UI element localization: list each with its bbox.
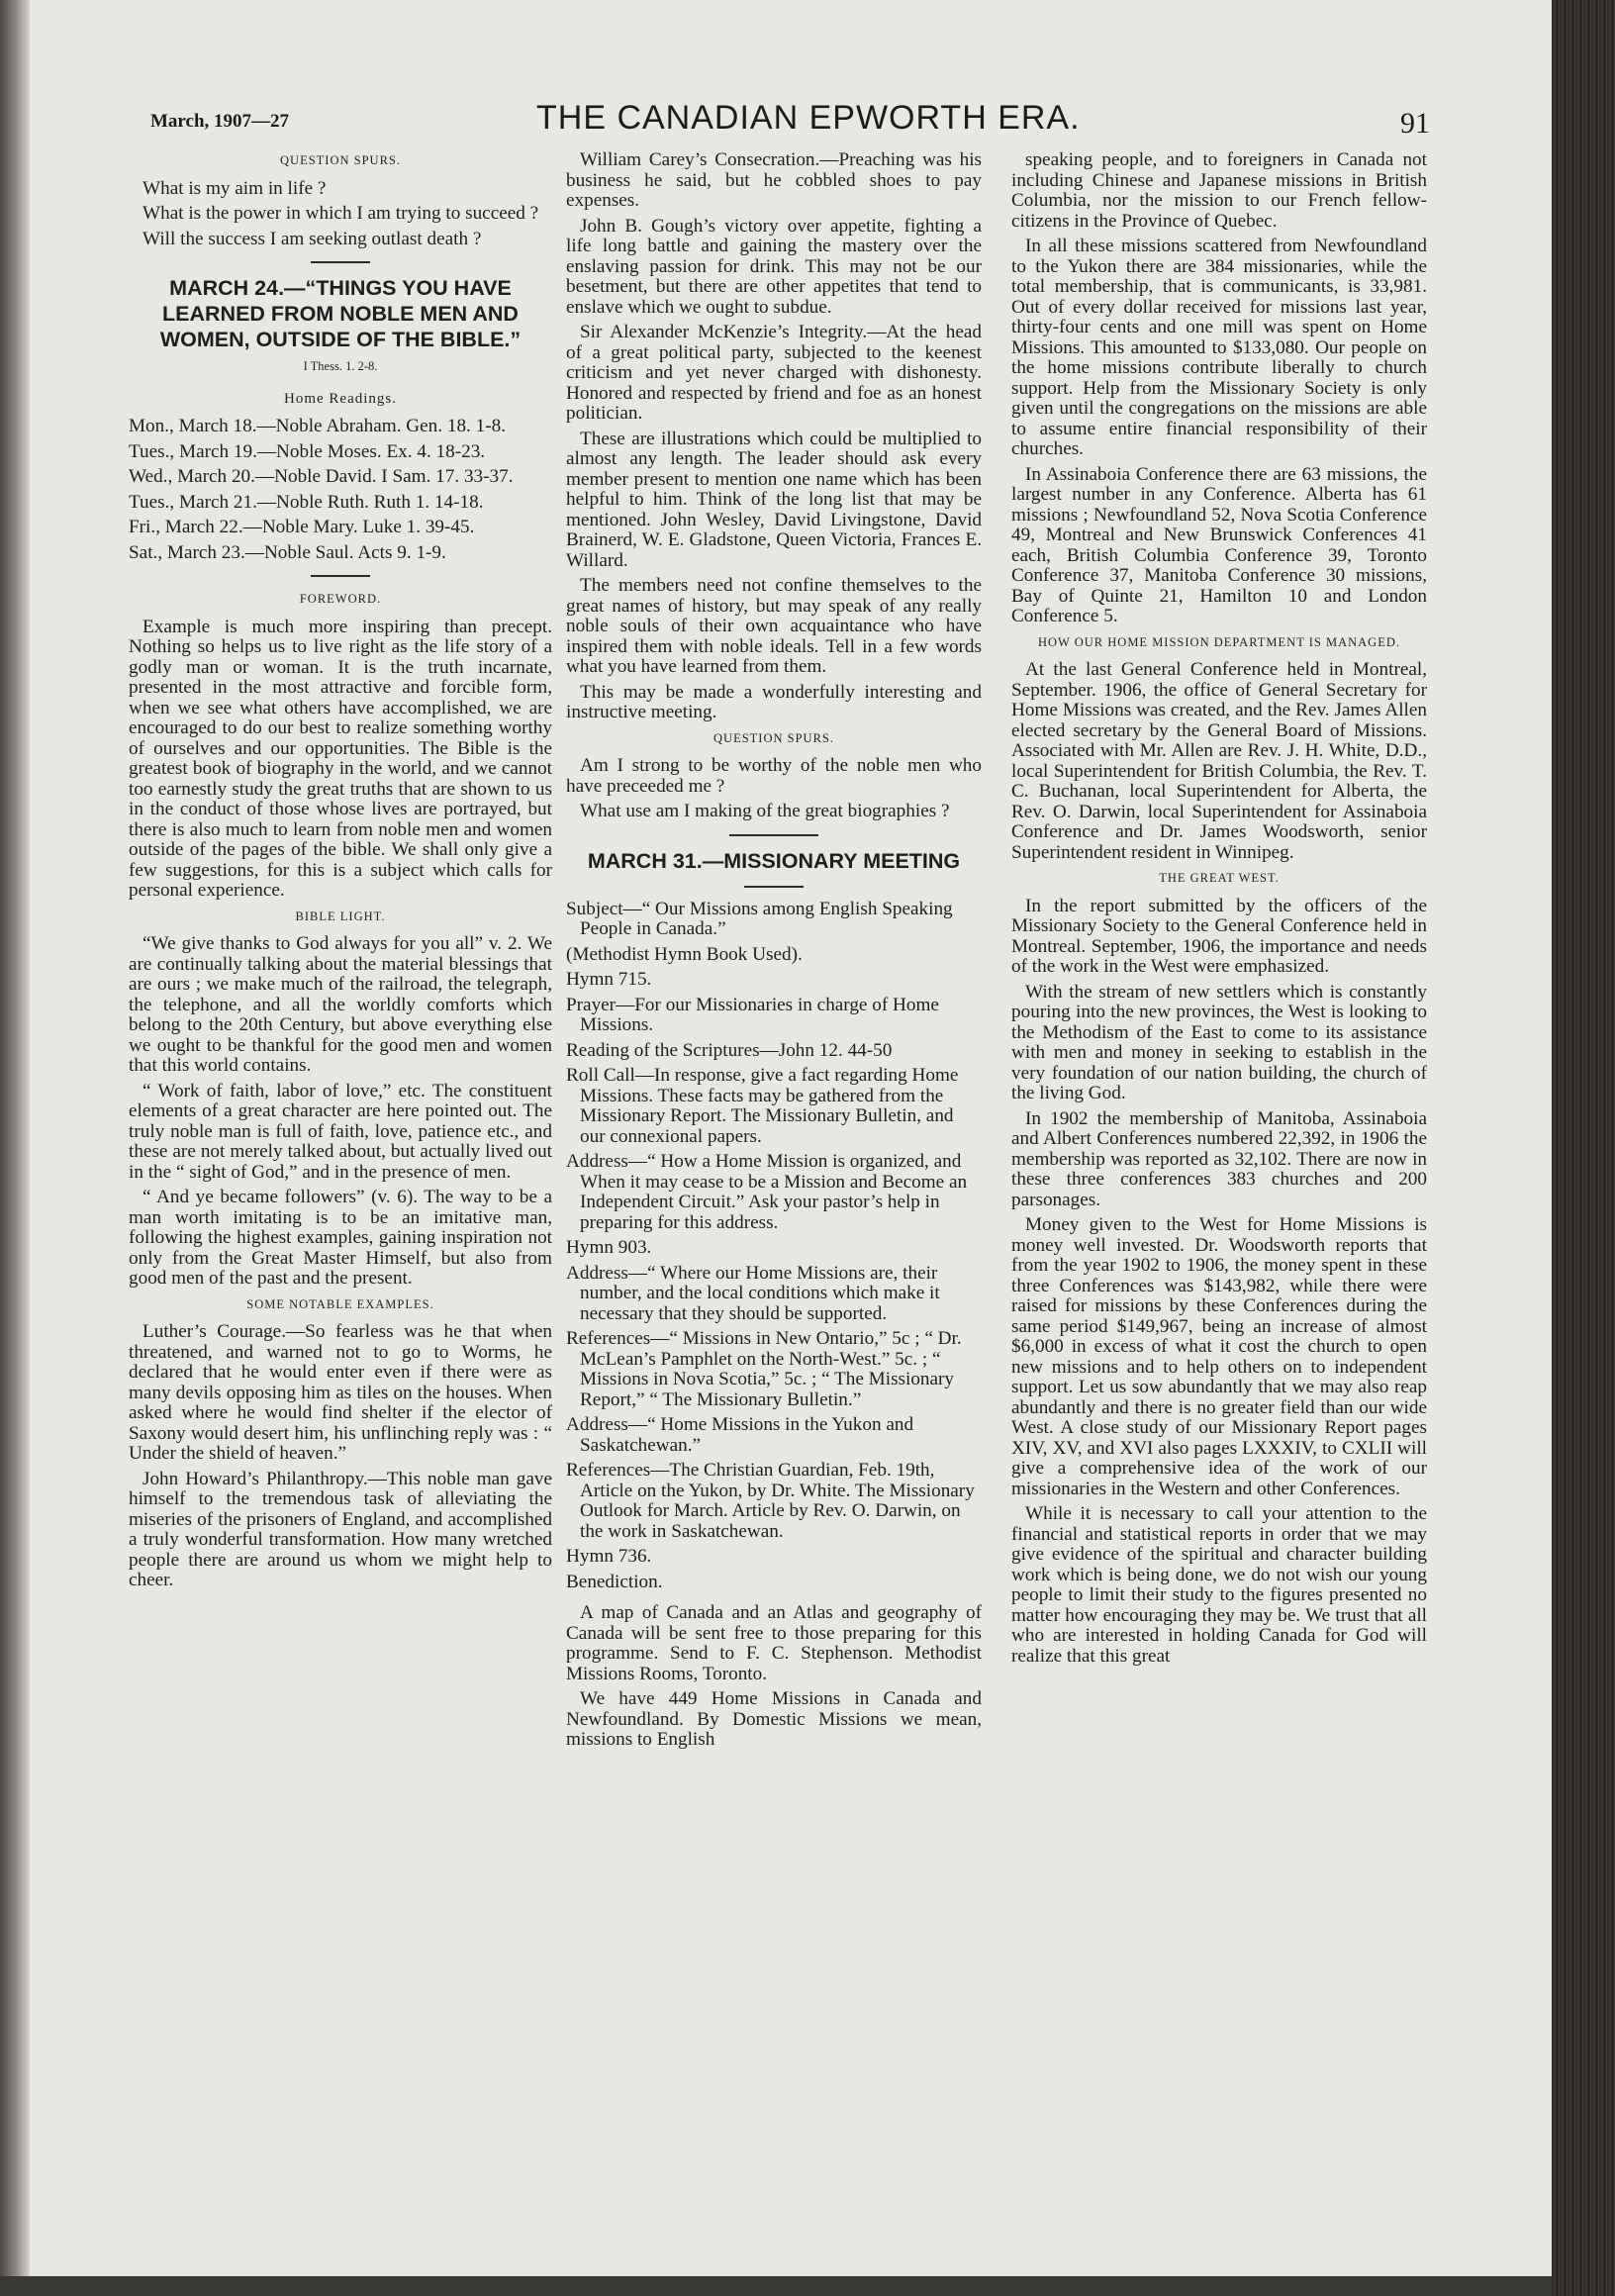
reading-item: Wed., March 20.—Noble David. I Sam. 17. 33-37. [129,466,514,487]
program-item: Prayer—For our Missionaries in charge of Home Missions. [566,994,939,1035]
paragraph: These are illustrations which could be multiplied to almost any length. The leader should ask every member present to mention one name which has been helpful to him. Think of the long list that may be mentioned. John Wesley, David Livingstone, David Brainerd, W. E. Gladstone, Queen Victoria, Frances E. Willard. [566,428,982,571]
paragraph: “We give thanks to God always for you all” v. 2. We are continually talking about the material blessings that are ours ; we make much of the railroad, the telegraph, the telephone, and all the worldly comforts which belong to the 20th Century, but above everything else we ought to be thankful for the good men and women that this world contains. [129,933,552,1076]
divider [311,261,370,263]
reading-item: Mon., March 18.—Noble Abraham. Gen. 18. 1-8. [129,416,507,436]
paragraph: “ And ye became followers” (v. 6). The way to be a man worth imitating is to be an imitative man, following the highest examples, gaining inspiration not only from the Great Master Himself, but also from good men of the past and the present. [129,1187,552,1289]
section-subheading: SOME NOTABLE EXAMPLES. [246,1296,434,1311]
paragraph: In Assinaboia Conference there are 63 missions, the largest number in any Conference. Alberta has 61 missions ; Newfoundland 52, Nova Scotia Conference 49, Montreal and New Brunswick Conferences 41 each, British Columbia Conference 39, Toronto Conference 37, Manitoba Conference 30 missions, Bay of Quinte 21, Hamilton 10 and London Conference 5. [1011,463,1427,626]
topic-heading: MARCH 24.—“THINGS YOU HAVE LEARNED FROM NOBLE MEN AND WOMEN, OUTSIDE OF THE BIBLE.” [159,276,522,351]
question: What is the power in which I am trying to succeed ? [142,203,539,224]
scripture-reference: I Thess. 1. 2-8. [303,359,378,373]
section-subheading: BIBLE LIGHT. [295,909,386,923]
paragraph: With the stream of new settlers which is constantly pouring into the new provinces, the West is looking to the Methodism of the East to come to its assistance with men and money in seeking to establish in the very foundation of our nation building, the church of the living God. [1011,981,1427,1103]
program-item: Address—“ Home Missions in the Yukon and Saskatchewan.” [566,1414,914,1456]
program-item: References—The Christian Guardian, Feb. 19th, Article on the Yukon, by Dr. White. The Missionary Outlook for March. Article by Rev. O. Darwin, on the work in Saskatchewan. [566,1460,975,1542]
question: Will the success I am seeking outlast death ? [142,228,482,249]
program-item: Hymn 903. [566,1237,652,1258]
paragraph: Sir Alexander McKenzie’s Integrity.—At the head of a great political party, subjected to the keenest criticism and yet never charged with dishonesty. Honored and respected by friend and foe as an honest politician. [566,322,982,424]
section-subheading: QUESTION SPURS. [713,730,834,745]
paragraph: John Howard’s Philanthropy.—This noble man gave himself to the tremendous task of alleviating the miseries of the prisoners of England, and accomplished a truly wonderful transformation. How many wretched people there are around us whom we might help to cheer. [129,1468,552,1590]
paragraph: This may be made a wonderfully interesting and instructive meeting. [566,681,982,722]
question: What is my aim in life ? [142,177,327,199]
program-item: Hymn 736. [566,1546,652,1567]
paragraph: Money given to the West for Home Missions is money well invested. Dr. Woodsworth reports that from the year 1902 to 1906, the money spent in these three Conferences was $143,982, while there were raised for missions by these Conferences during the same period $149,967, being an increase of almost $6,000 in excess of what it cost the church to open new missions and to help others on to independent support. Let us sow abundantly that we may also reap abundantly and there is no greater field than our wide West. A close study of our Missionary Report pages XIV, XV, and XVI also pages LXXXIV, to CXLII will give a comprehensive idea of the work of our missionaries in the Western and other Conferences. [1011,1214,1427,1499]
issue-date: March, 1907—27 [150,111,290,132]
section-subheading: QUESTION SPURS. [280,153,401,167]
program-item: Roll Call—In response, give a fact regarding Home Missions. These facts may be gathered from the Missionary Report. The Missionary Bulletin, and our connexional papers. [566,1065,959,1147]
paragraph: Example is much more inspiring than precept. Nothing so helps us to live right as the life story of a godly man or woman. It is the truth incarnate, presented in the most attractive and forcible form, when we see what others have accomplished, we are encouraged to do our best to realize something worthy of ourselves and our opportunities. The Bible is the greatest book of biography in the world, and we cannot too earnestly study the great truths that are shown to us in the conduct of those whose lives are portrayed, but there is also much to learn from noble men and women outside of the pages of the bible. We shall only give a few suggestions, for this is a subject which calls for personal experience. [129,616,552,901]
section-subheading: THE GREAT WEST. [1159,871,1280,885]
program-item: Address—“ How a Home Mission is organized, and When it may cease to be a Mission and Become an Independent Circuit.” Ask your pastor’s help in preparing for this address. [566,1151,968,1233]
column-middle [566,150,982,1756]
paragraph: speaking people, and to foreigners in Canada not including Chinese and Japanese missions in British Columbia, nor the mission to our French fellow-citizens in the Province of Quebec. [1011,149,1427,232]
scan-bottom-edge [0,2276,1552,2296]
program-item: Subject—“ Our Missions among English Speaking People in Canada.” [566,898,953,939]
page-number: 91 [1400,107,1430,140]
question: Am I strong to be worthy of the noble men who have preceeded me ? [566,755,982,797]
book-spine-edge [1552,0,1615,2296]
home-readings-heading: Home Readings. [284,390,397,407]
magazine-title: THE CANADIAN EPWORTH ERA. [536,99,1081,137]
program-item: (Methodist Hymn Book Used). [566,943,803,965]
divider [311,575,370,577]
paragraph: “ Work of faith, labor of love,” etc. The constituent elements of a great character are here pointed out. The truly noble man is full of faith, love, patience etc., and these are not merely talked about, but actually lived out in the “ sight of God,” and in the presence of men. [129,1080,552,1183]
program-item: Hymn 715. [566,969,652,990]
paragraph: While it is necessary to call your attention to the financial and statistical reports in order that we may give evidence of the spiritual and character building work which is being done, we do not wish our young people to limit their study to the figures presented no matter how encouraging they may be. We trust that all who are interested in holding Canada for God will realize that this great [1011,1503,1427,1667]
section-subheading: FOREWORD. [299,592,382,606]
paragraph: We have 449 Home Missions in Canada and Newfoundland. By Domestic Missions we mean, missions to English [566,1688,982,1750]
paragraph: A map of Canada and an Atlas and geography of Canada will be sent free to those preparing for this programme. Send to F. C. Stephenson. Methodist Missions Rooms, Toronto. [566,1602,982,1684]
paragraph: William Carey’s Consecration.—Preaching was his business he said, but he cobbled shoes to pay expenses. [566,149,982,211]
program-item: Benediction. [566,1571,663,1592]
column-left [129,150,552,1596]
paragraph: Luther’s Courage.—So fearless was he that when threatened, and warned not to go to Worms, he declared that he would enter even if there were as many devils opposing him as tiles on the houses. When asked where he would find shelter if the elector of Saxony would desert him, his unflinching reply was : “ Under the shield of heaven.” [129,1321,552,1464]
paragraph: The members need not confine themselves to the great names of history, but may speak of any really noble souls of their own acquaintance who have inspired them with noble ideals. Tell in a few words what you have learned from them. [566,575,982,677]
reading-item: Sat., March 23.—Noble Saul. Acts 9. 1-9. [129,541,446,563]
paragraph: At the last General Conference held in Montreal, September. 1906, the office of General Secretary for Home Missions was created, and the Rev. James Allen elected secretary by the General Board of Missions. Associated with Mr. Allen are Rev. J. H. White, D.D., local Superintendent for British Columbia, the Rev. T. C. Buchanan, local Superintendent for Alberta, the Rev. O. Darwin, local Superintendent for Assinaboia Conference and Dr. James Woodsworth, senior Superintendent resident in Winnipeg. [1011,659,1427,863]
paragraph: John B. Gough’s victory over appetite, fighting a life long battle and gaining the mastery over the enslaving passion for drink. This may not be our besetment, but there are other appetites that tend to enslave which we ought to subdue. [566,215,982,318]
column-right [1011,150,1427,1672]
divider [744,886,804,888]
page-gutter-shadow [0,0,30,2276]
divider [729,834,818,836]
paragraph: In the report submitted by the officers of the Missionary Society to the General Conference held in Montreal. September, 1906, the importance and needs of the work in the West were emphasized. [1011,895,1427,977]
program-item: References—“ Missions in New Ontario,” 5c ; “ Dr. McLean’s Pamphlet on the North-West.” 5c. ; “ Missions in Nova Scotia,” 5c. ; “ The Missionary Report,” “ The Missionary Bulletin.” [566,1328,962,1410]
reading-item: Fri., March 22.—Noble Mary. Luke 1. 39-45. [129,517,475,537]
paragraph: In 1902 the membership of Manitoba, Assinaboia and Albert Conferences numbered 22,392, in 1906 the membership was reported as 32,102. There are now in these three conferences 383 churches and 200 parsonages. [1011,1107,1427,1210]
program-item: Reading of the Scriptures—John 12. 44-50 [566,1039,893,1061]
section-subheading: HOW OUR HOME MISSION DEPARTMENT IS MANAGED. [1038,634,1400,649]
program-item: Address—“ Where our Home Missions are, their number, and the local conditions which make it necessary that they should be supported. [566,1262,940,1324]
topic-heading: MARCH 31.—MISSIONARY MEETING [587,848,961,873]
reading-item: Tues., March 21.—Noble Ruth. Ruth 1. 14-18. [129,491,484,513]
paragraph: In all these missions scattered from Newfoundland to the Yukon there are 384 missionaries, while the total membership, that is communicants, is 33,981. Out of every dollar received for missions last year, thirty-four cents and one mill was spent on Home Missions. This amounted to $133,080. Our people on the home missions contribute liberally to church support. Help from the Missionary Society is only given until the congregations on the missions are able to assume entire financial responsibility of their churches. [1011,236,1427,459]
question: What use am I making of the great biographies ? [580,801,950,821]
reading-item: Tues., March 19.—Noble Moses. Ex. 4. 18-23. [129,440,486,462]
